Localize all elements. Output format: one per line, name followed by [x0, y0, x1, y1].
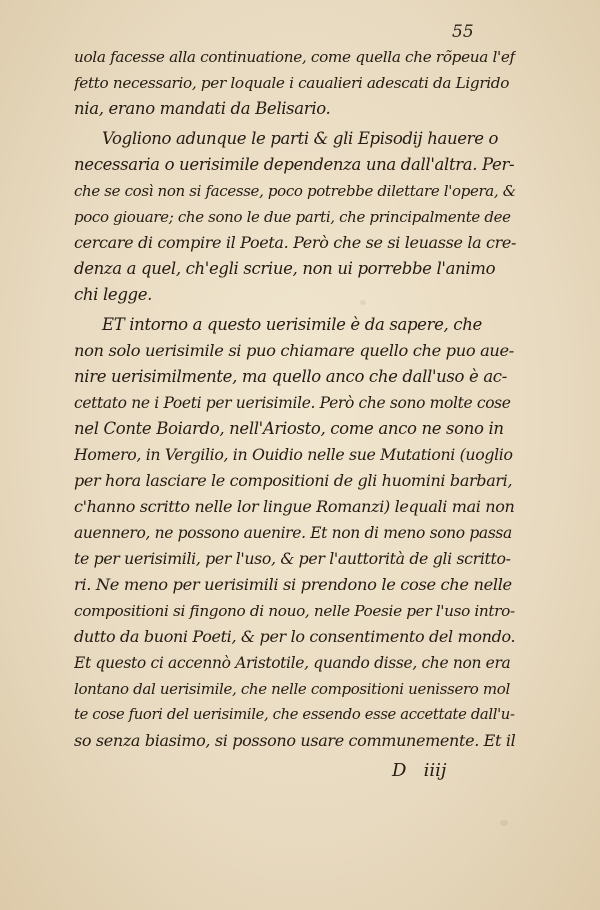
text-line: dutto da buoni Poeti, & per lo consentimento del mondo. [74, 627, 516, 646]
text-line: nel Conte Boiardo, nell'Ariosto, come anco ne sono in [74, 419, 504, 438]
text-line: te per uerisimili, per l'uso, & per l'auttorità de gli scritto- [74, 549, 511, 568]
text-line: nia, erano mandati da Belisario. [74, 99, 331, 118]
paper-foxing [500, 820, 508, 826]
text-line: cercare di compire il Poeta. Però che se si leuasse la cre- [74, 233, 516, 252]
text-line: Homero, in Vergilio, in Ouidio nelle sue Mutationi (uoglio [74, 445, 513, 464]
text-line: ET intorno a questo uerisimile è da sapere, che [102, 315, 482, 334]
text-line: necessaria o uerisimile dependenza una dall'altra. Per- [74, 155, 515, 174]
text-line: fetto necessario, per loquale i caualieri adescati da Ligrido [74, 74, 510, 92]
text-line: cettato ne i Poeti per uerisimile. Però che sono molte cose [74, 394, 511, 412]
text-block [74, 44, 516, 754]
text-line: c'hanno scritto nelle lor lingue Romanzi) lequali mai non [74, 497, 515, 516]
text-line: compositioni si fingono di nouo, nelle Poesie per l'uso intro- [74, 602, 515, 620]
text-line: per hora lasciare le compositioni de gli huomini barbari, [74, 471, 513, 490]
text-line: lontano dal uerisimile, che nelle compositioni uenissero mol [74, 680, 510, 698]
text-line: che se così non si facesse, poco potrebbe dilettare l'opera, & [74, 182, 516, 200]
text-line: uola facesse alla continuatione, come quella che rõpeua l'ef [74, 48, 515, 66]
text-line: nire uerisimilmente, ma quello anco che dall'uso è ac- [74, 367, 507, 386]
text-line: Et questo ci accennò Aristotile, quando disse, che non era [74, 654, 511, 672]
text-line: auennero, ne possono auenire. Et non di meno sono passa [74, 524, 512, 542]
text-line: poco giouare; che sono le due parti, che principalmente dee [74, 208, 511, 226]
text-line: te cose fuori del uerisimile, che essendo esse accettate dall'u- [74, 706, 515, 723]
text-line: so senza biasimo, si possono usare communemente. Et il [74, 731, 516, 750]
signature-mark: D iiij [392, 760, 447, 781]
text-line: Vogliono adunque le parti & gli Episodij hauere o [102, 129, 499, 148]
text-line: ri. Ne meno per uerisimili si prendono le cose che nelle [74, 575, 512, 594]
text-line: non solo uerisimile si puo chiamare quello che puo aue- [74, 341, 514, 360]
page-number: 55 [452, 22, 474, 42]
text-line: chi legge. [74, 285, 153, 304]
text-line: denza a quel, ch'egli scriue, non ui porrebbe l'animo [74, 259, 496, 278]
